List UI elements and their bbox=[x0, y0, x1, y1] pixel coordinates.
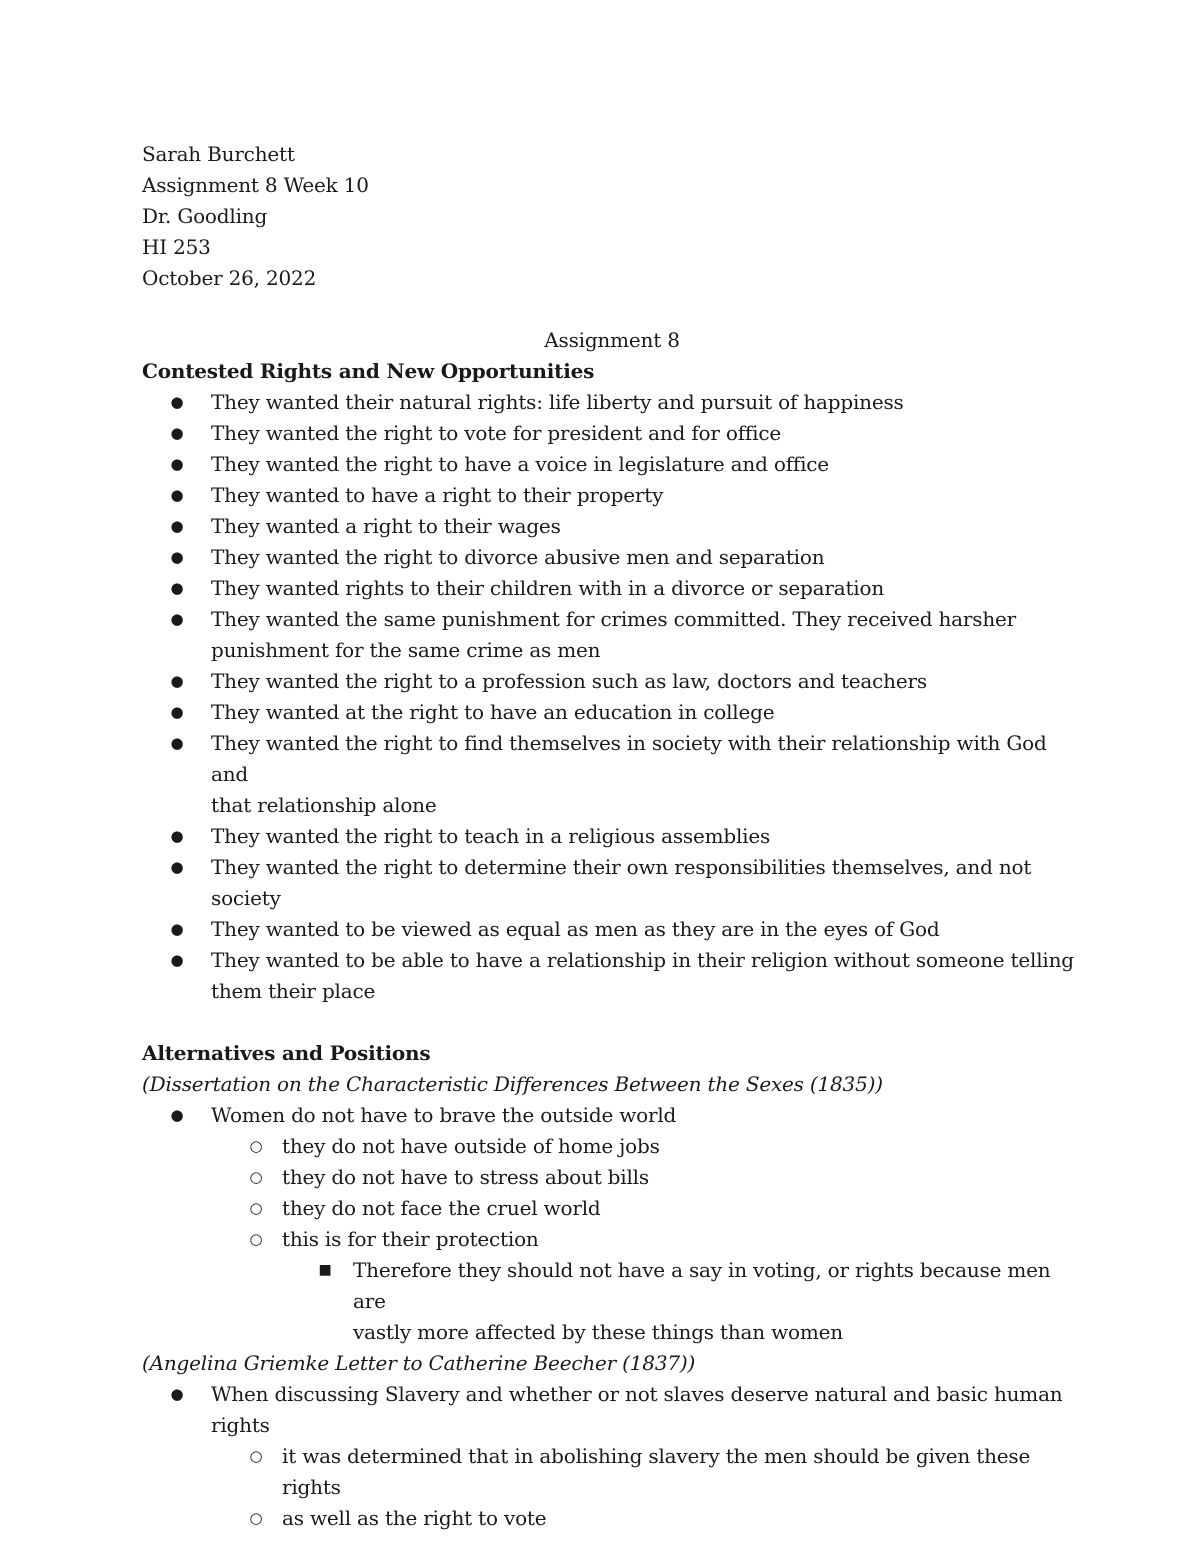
list-item: ● They wanted the right to divorce abusive men and separation bbox=[142, 542, 1082, 573]
bullet-disc-icon bbox=[167, 418, 187, 449]
bullet-disc-icon bbox=[167, 728, 187, 759]
sub-sub-list-item: ■ Therefore they should not have a say in voting, or rights because men are bbox=[142, 1255, 1082, 1317]
sub-list-item: ○ it was determined that in abolishing slavery the men should be given these rights bbox=[142, 1441, 1082, 1503]
list-item: ● They wanted the right to find themselves in society with their relationship with God and bbox=[142, 728, 1082, 790]
list-item: ● They wanted the right to vote for president and for office bbox=[142, 418, 1082, 449]
bullet-disc-icon bbox=[167, 697, 187, 728]
list-item: ● They wanted the right to have a voice in legislature and office bbox=[142, 449, 1082, 480]
bullet-circle-icon bbox=[246, 1193, 266, 1224]
list-item: ● They wanted to have a right to their property bbox=[142, 480, 1082, 511]
list-item: ● They wanted their natural rights: life liberty and pursuit of happiness bbox=[142, 387, 1082, 418]
source-citation-griemke-letter: (Angelina Griemke Letter to Catherine Beecher (1837)) bbox=[142, 1351, 696, 1375]
bullet-circle-icon bbox=[246, 1441, 266, 1472]
contested-rights-list bbox=[142, 387, 1082, 1007]
student-name: Sarah Burchett bbox=[142, 142, 295, 166]
bullet-circle-icon bbox=[246, 1503, 266, 1534]
list-item: ● They wanted the right to teach in a religious assemblies bbox=[142, 821, 1082, 852]
griemke-points-list bbox=[142, 1379, 1082, 1534]
list-item: ● They wanted the right to a profession such as law, doctors and teachers bbox=[142, 666, 1082, 697]
list-item-continuation: that relationship alone bbox=[211, 793, 437, 817]
bullet-disc-icon bbox=[167, 666, 187, 697]
list-item: ● They wanted to be able to have a relationship in their religion without someone telling bbox=[142, 945, 1082, 976]
bullet-disc-icon bbox=[167, 449, 187, 480]
bullet-disc-icon bbox=[167, 945, 187, 976]
list-item: ● They wanted the right to determine their own responsibilities themselves, and not society bbox=[142, 852, 1082, 914]
document-page bbox=[142, 139, 1082, 1534]
bullet-disc-icon bbox=[167, 480, 187, 511]
list-item: ● When discussing Slavery and whether or not slaves deserve natural and basic human bbox=[142, 1379, 1082, 1410]
sub-list-item: ○ they do not face the cruel world bbox=[142, 1193, 1082, 1224]
list-item-continuation: rights bbox=[211, 1413, 270, 1437]
header-block bbox=[142, 139, 1082, 294]
bullet-disc-icon bbox=[167, 573, 187, 604]
list-item: ● Women do not have to brave the outside world bbox=[142, 1100, 1082, 1131]
document-title: Assignment 8 bbox=[544, 328, 680, 352]
bullet-disc-icon bbox=[167, 821, 187, 852]
bullet-disc-icon bbox=[167, 914, 187, 945]
section-heading-alternatives: Alternatives and Positions bbox=[142, 1041, 431, 1065]
source-citation-dissertation: (Dissertation on the Characteristic Differences Between the Sexes (1835)) bbox=[142, 1072, 883, 1096]
assignment-label: Assignment 8 Week 10 bbox=[142, 173, 369, 197]
bullet-disc-icon bbox=[167, 511, 187, 542]
bullet-disc-icon bbox=[167, 604, 187, 635]
bullet-disc-icon bbox=[167, 1100, 187, 1131]
course-code: HI 253 bbox=[142, 235, 211, 259]
bullet-circle-icon bbox=[246, 1224, 266, 1255]
list-item: ● They wanted at the right to have an education in college bbox=[142, 697, 1082, 728]
bullet-disc-icon bbox=[167, 852, 187, 883]
sub-list-item: ○ as well as the right to vote bbox=[142, 1503, 1082, 1534]
sub-sub-list-item-continuation: vastly more affected by these things than women bbox=[353, 1320, 843, 1344]
date: October 26, 2022 bbox=[142, 266, 317, 290]
bullet-disc-icon bbox=[167, 387, 187, 418]
list-item: ● They wanted to be viewed as equal as men as they are in the eyes of God bbox=[142, 914, 1082, 945]
section-heading-contested-rights: Contested Rights and New Opportunities bbox=[142, 359, 595, 383]
bullet-disc-icon bbox=[167, 1379, 187, 1410]
bullet-square-icon bbox=[315, 1255, 335, 1286]
bullet-disc-icon bbox=[167, 542, 187, 573]
dissertation-points-list bbox=[142, 1100, 1082, 1348]
sub-list-item: ○ this is for their protection bbox=[142, 1224, 1082, 1255]
list-item-continuation: punishment for the same crime as men bbox=[211, 638, 601, 662]
list-item: ● They wanted rights to their children with in a divorce or separation bbox=[142, 573, 1082, 604]
spacer bbox=[142, 294, 1082, 325]
instructor-name: Dr. Goodling bbox=[142, 204, 268, 228]
spacer bbox=[142, 1007, 1082, 1038]
sub-list-item: ○ they do not have outside of home jobs bbox=[142, 1131, 1082, 1162]
bullet-circle-icon bbox=[246, 1162, 266, 1193]
list-item: ● They wanted a right to their wages bbox=[142, 511, 1082, 542]
list-item-continuation: them their place bbox=[211, 979, 376, 1003]
list-item: ● They wanted the same punishment for crimes committed. They received harsher bbox=[142, 604, 1082, 635]
bullet-circle-icon bbox=[246, 1131, 266, 1162]
sub-list-item: ○ they do not have to stress about bills bbox=[142, 1162, 1082, 1193]
